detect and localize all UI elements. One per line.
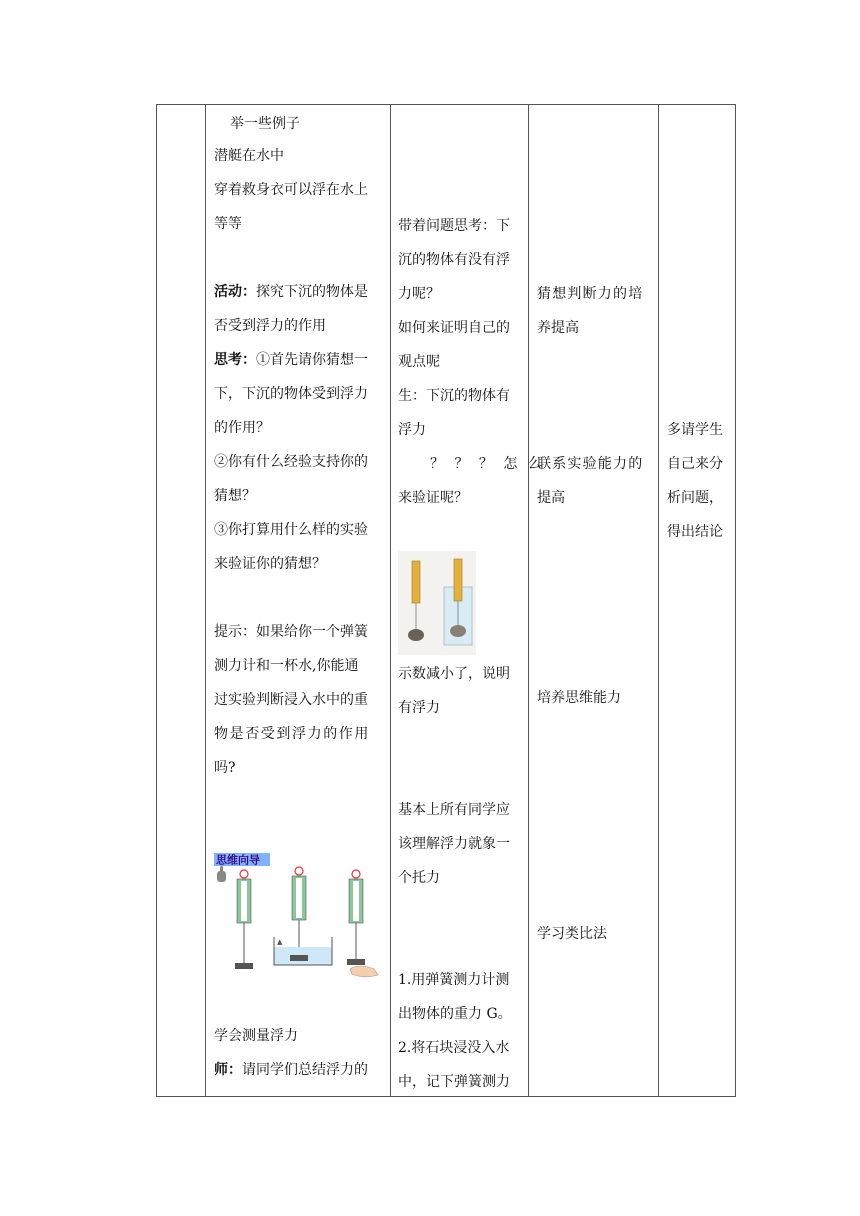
text-line: 学习类比法 [537, 926, 607, 942]
text-line: 的作用？ [214, 420, 270, 436]
text-line: 得出结论 [667, 524, 723, 540]
activity-label: 活动： [214, 284, 256, 300]
text-line: 出物体的重力 G。 [398, 1006, 512, 1022]
text-line: 1.用弹簧测力计测 [398, 972, 510, 988]
text-line: 个托力 [398, 870, 440, 886]
think-label: 思考： [214, 352, 256, 368]
lesson-plan-table [156, 104, 736, 1097]
text-line: 该理解浮力就象一 [398, 836, 510, 852]
text-line: 生：下沉的物体有 [398, 388, 510, 404]
text-line: 潜艇在水中 [214, 148, 284, 164]
text-line: 物是否受到浮力的作用 [214, 726, 370, 742]
column-divider [658, 105, 659, 1096]
text-line: 下，下沉的物体受到浮力 [214, 386, 368, 402]
svg-text:▲: ▲ [277, 938, 283, 946]
text-line: 如何来证明自己的 [398, 320, 510, 336]
text-line: 提高 [537, 490, 565, 506]
text-line: 多请学生 [667, 422, 723, 438]
activity-line [214, 282, 368, 302]
text-line: 浮力 [398, 422, 426, 438]
figure-label: 思维向导 [216, 853, 260, 867]
column-divider [390, 105, 391, 1096]
spring-scale-hanging [235, 870, 253, 969]
text-line: 穿着救身衣可以浮在水上 [214, 182, 368, 198]
spring-scale-figure [214, 851, 386, 979]
text-line: 中，记下弹簧测力 [398, 1074, 510, 1090]
text-line: 猜想？ [214, 488, 256, 504]
text-line: 吗? [214, 760, 236, 776]
text-line: ？ ？ ？ 怎 么 [430, 456, 545, 472]
column-divider [528, 105, 529, 1096]
text-line: 基本上所有同学应 [398, 802, 510, 818]
experiment-photo [398, 551, 476, 655]
text-line: 举一些例子 [230, 116, 300, 132]
teacher-label: 师： [214, 1062, 242, 1078]
text-line: 过实验判断浸入水中的重 [214, 692, 368, 708]
text-line: 等等 [214, 216, 242, 232]
text-line: 来验证呢？ [398, 490, 468, 506]
text-line: 学会测量浮力 [214, 1028, 298, 1044]
text-line: 测力计和一杯水,你能通 [214, 658, 359, 674]
hand-pointer-icon [217, 866, 226, 882]
text-line: 析问题， [667, 490, 723, 506]
text-span: ①首先请你猜想一 [256, 352, 368, 368]
text-span: 请同学们总结浮力的 [242, 1062, 368, 1078]
text-line: 示数减小了，说明 [398, 666, 510, 682]
text-line: 有浮力 [398, 700, 440, 716]
text-line: 自己来分 [667, 456, 723, 472]
text-line: 沉的物体有没有浮 [398, 252, 510, 268]
text-line: 否受到浮力的作用 [214, 318, 326, 334]
text-line: 带着问题思考：下 [398, 218, 510, 234]
spring-scale-hand-support [347, 870, 378, 977]
text-span: 探究下沉的物体是 [256, 284, 368, 300]
text-line: 观点呢 [398, 354, 440, 370]
text-line: 养提高 [537, 320, 579, 336]
text-line: ②你有什么经验支持你的 [214, 454, 368, 470]
text-line: 猜想判断力的培 [537, 286, 644, 302]
column-divider [205, 105, 206, 1096]
teacher-line [214, 1060, 368, 1080]
text-line: 2.将石块浸没入水 [398, 1040, 510, 1056]
think-line [214, 350, 368, 370]
text-line: 联系实验能力的 [537, 456, 644, 472]
text-line: 培养思维能力 [537, 690, 621, 706]
text-line: ③你打算用什么样的实验 [214, 522, 368, 538]
text-line: 力呢？ [398, 286, 440, 302]
text-line: 来验证你的猜想？ [214, 556, 326, 572]
spring-scale-in-water [274, 867, 332, 965]
text-line: 提示：如果给你一个弹簧 [214, 624, 368, 640]
